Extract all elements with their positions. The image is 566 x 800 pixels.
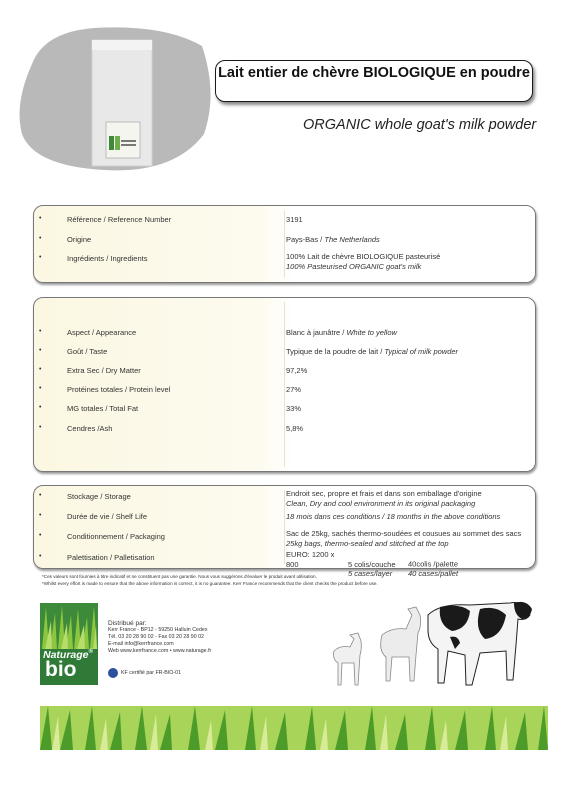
logo-brand: Naturage® — [43, 649, 93, 661]
spec-label: Protéines totales / Protein level — [67, 385, 171, 394]
spec-value: Sac de 25kg, sachés thermo-soudées et cousues au sommet des sacs 25kg bags, thermo-sealed and stitched at the top — [286, 529, 522, 548]
characteristics-section — [33, 297, 536, 472]
spec-value: 100% Lait de chèvre BIOLOGIQUE pasteurisé 100% Pasteurised ORGANIC goat's milk — [286, 252, 441, 271]
distributor-heading: Distribué par: — [108, 620, 147, 627]
spec-label: Origine — [67, 235, 92, 244]
bullet-icon: • — [39, 553, 42, 560]
spec-value: 18 mois dans ces conditions / 18 months in the above conditions — [286, 512, 501, 521]
product-title-fr: Lait entier de chèvre BIOLOGIQUE en poudre — [218, 65, 530, 81]
bullet-icon: • — [39, 532, 42, 539]
grass-icon — [40, 603, 98, 649]
spec-label: Cendres /Ash — [67, 424, 113, 433]
spec-label: Palettisation / Palletisation — [67, 553, 155, 562]
spec-value: Typique de la poudre de lait / Typical of milk powder — [286, 347, 459, 356]
bullet-icon: • — [39, 254, 42, 261]
product-title-en: ORGANIC whole goat's milk powder — [303, 117, 537, 133]
certification-text: KF certifié par FR-BIO-01 — [121, 670, 182, 676]
spec-label: MG totales / Total Fat — [67, 404, 139, 413]
organic-cert-icon — [108, 668, 118, 678]
naturage-bio-logo — [40, 603, 98, 685]
bullet-icon: • — [39, 424, 42, 431]
spec-label: Durée de vie / Shelf Life — [67, 512, 148, 521]
spec-value: 97,2% — [286, 366, 308, 375]
spec-value: 5,8% — [286, 424, 304, 433]
spec-label: Extra Sec / Dry Matter — [67, 366, 141, 375]
spec-label: Ingrédients / Ingredients — [67, 254, 148, 263]
spec-value: 3191 — [286, 215, 303, 224]
distributor-email: E-mail info@kerrfrance.com — [108, 641, 174, 647]
spec-label: Aspect / Appearance — [67, 328, 137, 337]
spec-value: Blanc à jaunâtre / White to yellow — [286, 328, 397, 337]
bullet-icon: • — [39, 347, 42, 354]
product-image — [14, 24, 219, 174]
goats-and-cow-illustration — [320, 585, 536, 695]
grass-banner — [40, 706, 548, 750]
bullet-icon: • — [39, 235, 42, 242]
spec-label: Référence / Reference Number — [67, 215, 172, 224]
bullet-icon: • — [39, 404, 42, 411]
spec-value: Endroit sec, propre et frais et dans son emballage d'origine Clean, Dry and cool environment in its original packaging — [286, 489, 482, 508]
distributor-web: Web www.kerrfrance.com • www.naturage.fr — [108, 648, 212, 654]
bullet-icon: • — [39, 385, 42, 392]
spec-value: 27% — [286, 385, 302, 394]
disclaimer-en: *Whilst every effort is made to ensure that the above information is correct, it is no guarantee. Kerr France recommends that the client checks the product before use. — [42, 581, 378, 586]
distributor-info — [108, 620, 211, 655]
bullet-icon: • — [39, 366, 42, 373]
bullet-icon: • — [39, 328, 42, 335]
disclaimer-fr: *Ces valeurs sont fournies à titre indicatif et ne constituent pas une garantie. Nous vous suggérons d'évaluer le produit avant utilisation. — [42, 574, 317, 579]
spec-value: 33% — [286, 404, 302, 413]
product-title-box — [215, 60, 533, 102]
bullet-icon: • — [39, 492, 42, 499]
distributor-phone: Tél. 03 20 28 90 02 - Fax 03 20 28 90 02 — [108, 634, 205, 640]
identification-section — [33, 205, 536, 283]
logo-bio: bio — [45, 658, 77, 681]
bullet-icon: • — [39, 512, 42, 519]
spec-label: Goût / Taste — [67, 347, 108, 356]
bullet-icon: • — [39, 215, 42, 222]
distributor-address: Kerr France - BP12 - 59250 Halluin Cedex — [108, 627, 208, 633]
spec-label: Stockage / Storage — [67, 492, 131, 501]
spec-value: Pays-Bas / The Netherlands — [286, 235, 380, 244]
spec-label: Conditionnement / Packaging — [67, 532, 165, 541]
pallet-value: EURO: 1200 x 800 5 colis/couche 40colis /palette 5 cases/layer 40 cases/pallet — [286, 550, 459, 578]
